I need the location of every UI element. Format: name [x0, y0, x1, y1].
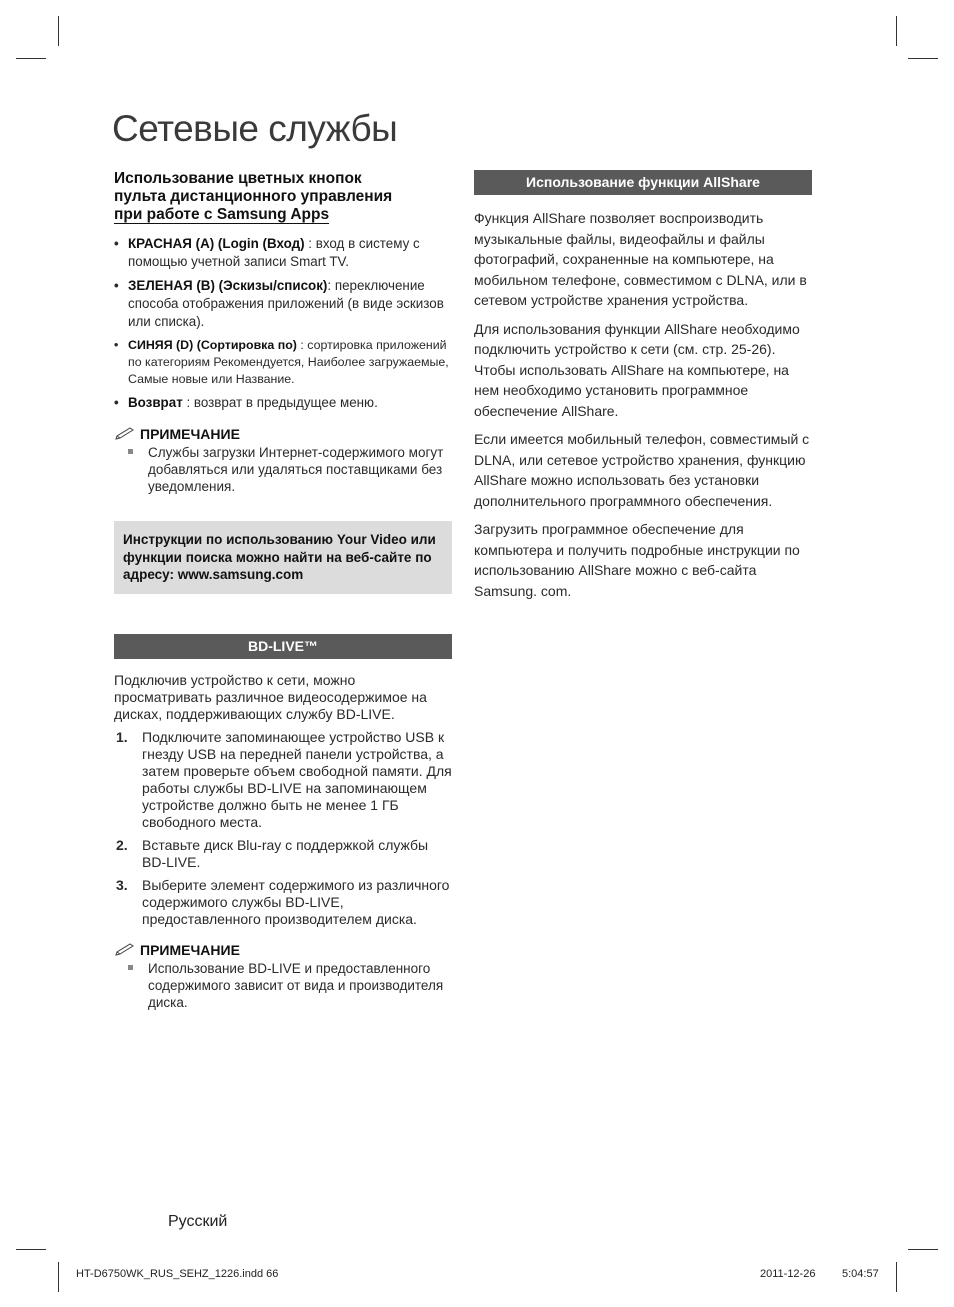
slug-date: 2011-12-26 — [760, 1268, 816, 1280]
crop-mark — [908, 58, 938, 59]
allshare-paragraph: Загрузить программное обеспечение для компьютера и получить подробные инструкции по использованию AllShare можно с веб-сайта Samsung. com. — [474, 521, 800, 599]
allshare-paragraph: Если имеется мобильный телефон, совместимый с DLNA, или сетевое устройство хранения, функцию AllShare можно использовать без установки дополнительного программного обеспечения. — [474, 431, 810, 509]
step-item — [114, 877, 452, 928]
list-item — [114, 394, 452, 412]
step-text: Выберите элемент содержимого из различного содержимого службы BD-LIVE, предоставленного производителем диска. — [142, 876, 450, 927]
step-number: 2. — [116, 836, 128, 853]
crop-mark — [58, 1262, 59, 1292]
bdlive-section-bar: BD-LIVE™ — [114, 634, 452, 659]
slug-time: 5:04:57 — [842, 1268, 879, 1280]
footer-language: Русский — [168, 1213, 228, 1230]
pencil-icon — [114, 427, 136, 441]
button-term: Возврат — [128, 395, 183, 410]
apps-heading — [114, 170, 434, 224]
button-desc: : переключение способа отображения приложений (в виде эскизов или списка). — [128, 278, 444, 329]
pencil-icon — [114, 943, 136, 957]
crop-mark — [896, 16, 897, 46]
crop-mark — [16, 1249, 46, 1250]
step-number: 3. — [116, 876, 128, 893]
button-desc: : сортировка приложений по категориям Рекомендуется, Наиболее загружаемые, Самые новые или Название. — [128, 338, 449, 386]
list-item — [114, 337, 452, 388]
step-text: Подключите запоминающее устройство USB к гнезду USB на передней панели устройства, а затем проверьте объем свободной памяти. Для работы службы BD-LIVE на запоминающем устройстве должно быть не менее 1 ГБ свободного места. — [142, 728, 452, 830]
apps-heading-line: при работе с Samsung Apps — [114, 206, 330, 223]
allshare-paragraph: Для использования функции AllShare необходимо подключить устройство к сети (см. стр. 25-26). Чтобы использовать AllShare на компьютере, на нем необходимо установить программное обеспечение AllShare. — [474, 320, 800, 419]
slug-filename: HT-D6750WK_RUS_SEHZ_1226.indd 66 — [76, 1268, 279, 1280]
allshare-body — [474, 208, 814, 601]
bdlive-steps — [114, 729, 452, 928]
note-list — [114, 960, 452, 1011]
left-column — [114, 170, 452, 1011]
button-desc: : вход в систему с помощью учетной записи Smart TV. — [128, 236, 420, 269]
list-item — [114, 277, 452, 331]
note-heading — [114, 942, 452, 958]
note-heading — [114, 426, 452, 442]
button-term: СИНЯЯ (D) (Сортировка по) — [128, 338, 297, 352]
apps-heading-line: пульта дистанционного управления — [114, 188, 393, 205]
step-item — [114, 837, 452, 871]
list-item — [114, 235, 452, 271]
step-text: Вставьте диск Blu-ray с поддержкой службы BD-LIVE. — [142, 836, 429, 870]
button-term: КРАСНАЯ (A) (Login (Вход) — [128, 236, 305, 251]
button-desc: : возврат в предыдущее меню. — [182, 395, 378, 410]
note-item: Службы загрузки Интернет-содержимого могут добавляться или удаляться поставщиками без уведомления. — [114, 444, 452, 495]
right-column — [474, 170, 814, 609]
crop-mark — [58, 16, 59, 46]
button-term: ЗЕЛЕНАЯ (B) (Эскизы/список) — [128, 278, 328, 293]
allshare-section-bar: Использование функции AllShare — [474, 170, 812, 195]
crop-mark — [896, 1262, 897, 1292]
crop-mark — [908, 1249, 938, 1250]
apps-heading-line: Использование цветных кнопок — [114, 170, 362, 187]
step-number: 1. — [116, 728, 128, 745]
note-list — [114, 444, 452, 495]
info-box: Инструкции по использованию Your Video или функции поиска можно найти на веб-сайте по адресу: www.samsung.com — [114, 521, 452, 594]
note-title: ПРИМЕЧАНИЕ — [140, 941, 240, 958]
note-item: Использование BD-LIVE и предоставленного содержимого зависит от вида и производителя диска. — [114, 960, 452, 1011]
note-title: ПРИМЕЧАНИЕ — [140, 426, 240, 442]
color-buttons-list — [114, 235, 452, 412]
step-item — [114, 729, 452, 831]
allshare-paragraph: Функция AllShare позволяет воспроизводить музыкальные файлы, видеофайлы и файлы фотографий, сохраненные на компьютере, на мобильном телефоне, совместимом с DLNA, или в сетевом устройстве хранения устройства. — [474, 210, 807, 308]
bdlive-intro: Подключив устройство к сети, можно просматривать различное видеосодержимое на дисках, поддерживающих службу BD-LIVE. — [114, 671, 427, 722]
page-title: Сетевые службы — [112, 108, 398, 149]
crop-mark — [16, 58, 46, 59]
